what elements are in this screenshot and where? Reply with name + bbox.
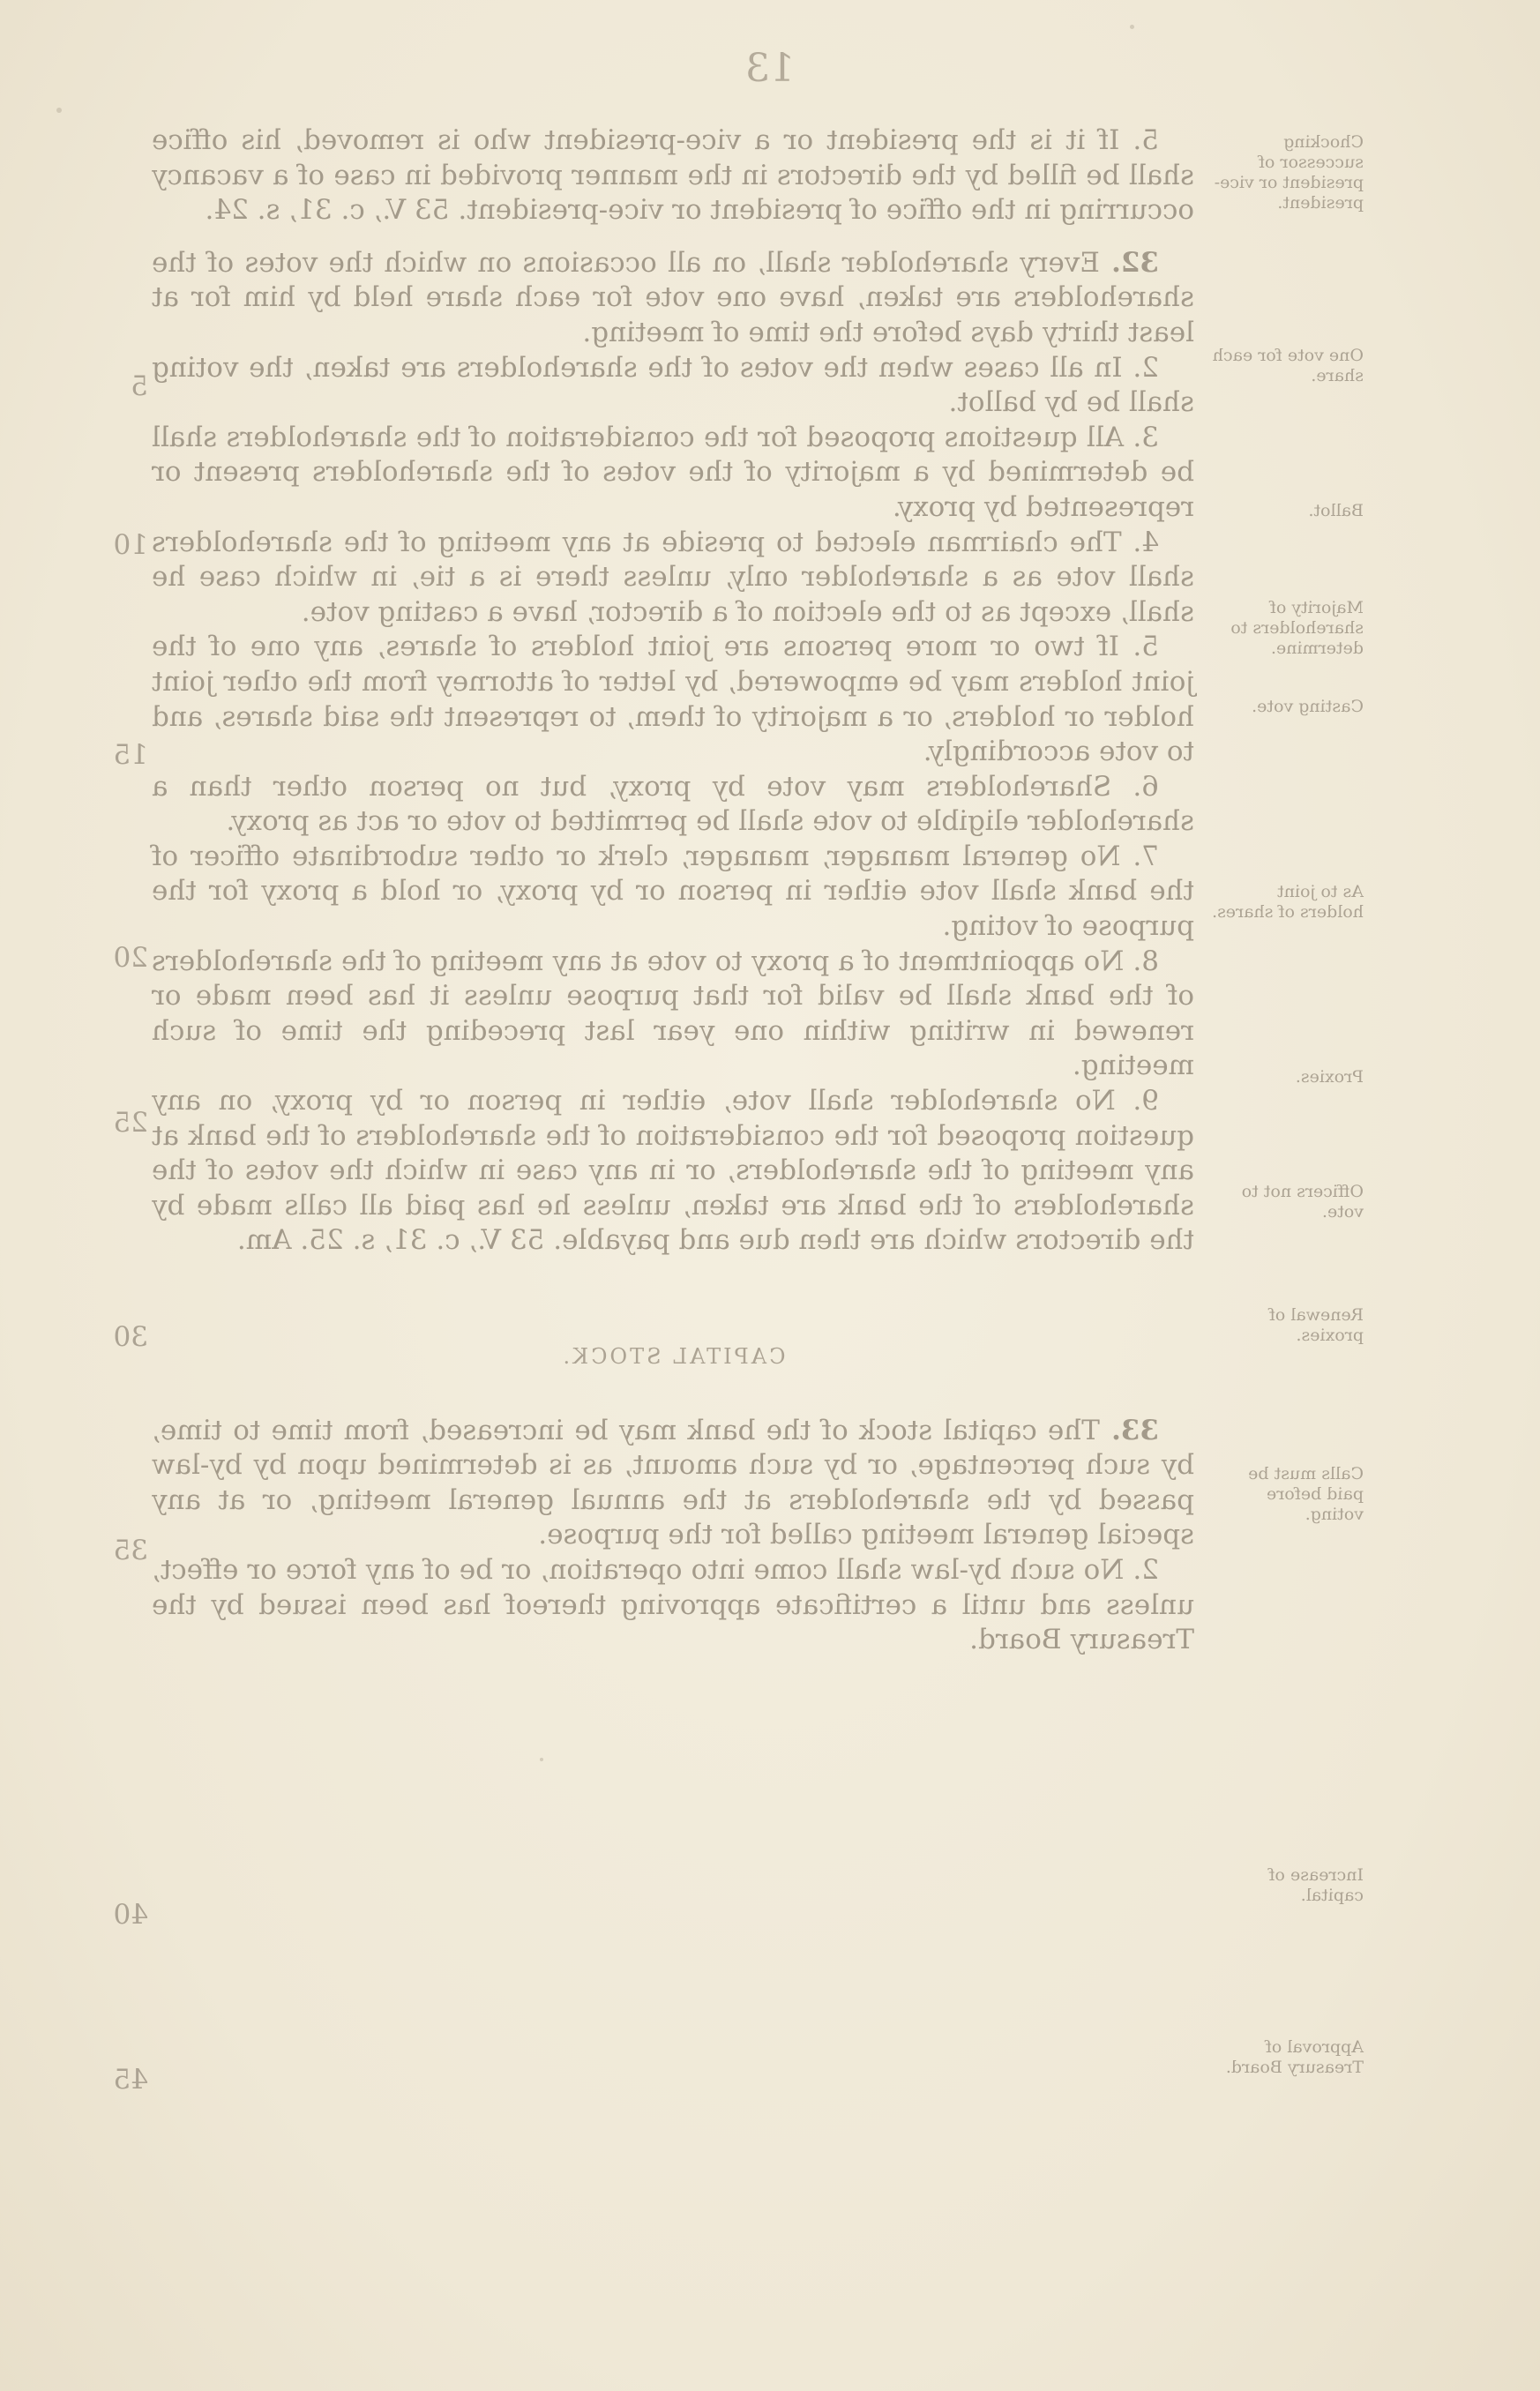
line-number: 40	[113, 1899, 148, 1931]
paragraph	[152, 351, 1194, 421]
paragraph-group-voting	[152, 123, 1194, 1259]
margin-note: Officers not to vote.	[1241, 1182, 1364, 1222]
margin-note: Majority of shareholders to determine.	[1230, 598, 1364, 658]
margin-note: Casting vote.	[1252, 697, 1364, 716]
paragraph	[152, 630, 1194, 769]
margin-note: Renewal of proxies.	[1268, 1305, 1364, 1345]
margin-note: Approval of Treasury Board.	[1225, 2037, 1364, 2077]
margin-note: Proxies.	[1295, 1067, 1364, 1087]
line-number: 25	[113, 1107, 148, 1139]
paragraph	[152, 1553, 1194, 1658]
paragraph-text: 2. No such by-law shall come into operation, or be of any force or effect, unless and until a certificate approving thereof has been issued by the Treasury Board.	[152, 1553, 1194, 1656]
paragraph	[152, 1414, 1194, 1553]
paragraph	[152, 770, 1194, 840]
paragraph-group-capital	[152, 1414, 1194, 1658]
line-number: 45	[113, 2064, 148, 2096]
paragraph-text: Every shareholder shall, on all occasions on which the votes of the shareholders are taken, have one vote for each share held by him for at least thirty days before the time of meeting.	[152, 246, 1194, 348]
page-number: 13	[745, 46, 795, 91]
paragraph-text: 5. If it is the president or a vice-president who is removed, his office shall be filled by the directors in the manner provided in case of a vacancy occurring in the office of president or vice-president. 53 V., c. 31, s. 24.	[152, 124, 1194, 227]
paragraph-text: 6. Shareholders may vote by proxy, but no person other than a shareholder eligible to vote shall be permitted to vote or act as proxy.	[152, 770, 1194, 838]
margin-note: Increase of capital.	[1268, 1865, 1364, 1905]
line-number: 20	[113, 942, 148, 974]
paragraph	[152, 945, 1194, 1084]
paragraph	[152, 840, 1194, 945]
paragraph-text: 5. If two or more persons are joint holders of shares, any one of the joint holders may be empowered, by letter of attorney from the other joint holder or holders, or a majority of them, to represent the said shares, and to vote accordingly.	[152, 631, 1194, 768]
section-number: 33.	[1099, 1414, 1159, 1446]
margin-note: One vote for each share.	[1212, 346, 1364, 385]
paragraph	[152, 123, 1194, 228]
paragraph	[152, 526, 1194, 631]
paragraph	[152, 1084, 1194, 1259]
margin-note: As to joint holders of shares.	[1212, 882, 1364, 922]
line-number: 10	[113, 529, 148, 561]
margin-note: Ballot.	[1308, 501, 1364, 520]
paragraph-text: The capital stock of the bank may be increased, from time to time, by such percentage, or by such amount, as is determined upon by by-law passed by the shareholders at the annual general meeting, or at any special general meeting called for the purpose.	[152, 1414, 1194, 1551]
margin-note: Calls must be paid before voting.	[1248, 1464, 1364, 1524]
paragraph	[152, 246, 1194, 351]
section-heading: CAPITAL STOCK.	[560, 1344, 786, 1369]
line-number: 35	[113, 1535, 148, 1566]
paragraph-text: 9. No shareholder shall vote, either in person or by proxy, on any question proposed for the consideration of the shareholders of the bank at any meeting of the shareholders, or in any case in which the votes of the shareholders of the bank are taken, unless he has paid all calls made by the directors which are then due and payable. 53 V., c. 31, s. 25. Am.	[152, 1085, 1194, 1257]
paragraph	[152, 421, 1194, 526]
line-number: 5	[131, 370, 148, 402]
body-text	[152, 123, 1194, 1658]
paragraph-text: 2. In all cases when the votes of the shareholders are taken, the voting shall be by ballot.	[152, 351, 1194, 419]
paragraph-text: 4. The chairman elected to preside at any meeting of the shareholders shall vote as a shareholder only, unless there is a tie, in which case he shall, except as to the election of a director, have a casting vote.	[152, 526, 1194, 628]
margin-note: Chocking successor of president or vice-president.	[1214, 132, 1364, 213]
section-number: 32.	[1099, 246, 1159, 279]
line-number: 15	[113, 739, 148, 771]
paragraph-text: 8. No appointment of a proxy to vote at any meeting of the shareholders of the bank shall be valid for that purpose unless it has been made or renewed in writing within one year last preceding the time of such meeting.	[152, 945, 1194, 1082]
paper-speck	[540, 1758, 543, 1761]
paper-speck	[56, 108, 62, 113]
paragraph-text: 3. All questions proposed for the consideration of the shareholders shall be determined by a majority of the votes of the shareholders present or represented by proxy.	[152, 421, 1194, 523]
paragraph-text: 7. No general manager, manager, clerk or other subordinate officer of the bank shall vote either in person or by proxy, or hold a proxy for the purpose of voting.	[152, 840, 1194, 943]
line-number: 30	[113, 1321, 148, 1353]
paper-speck	[1130, 25, 1134, 29]
